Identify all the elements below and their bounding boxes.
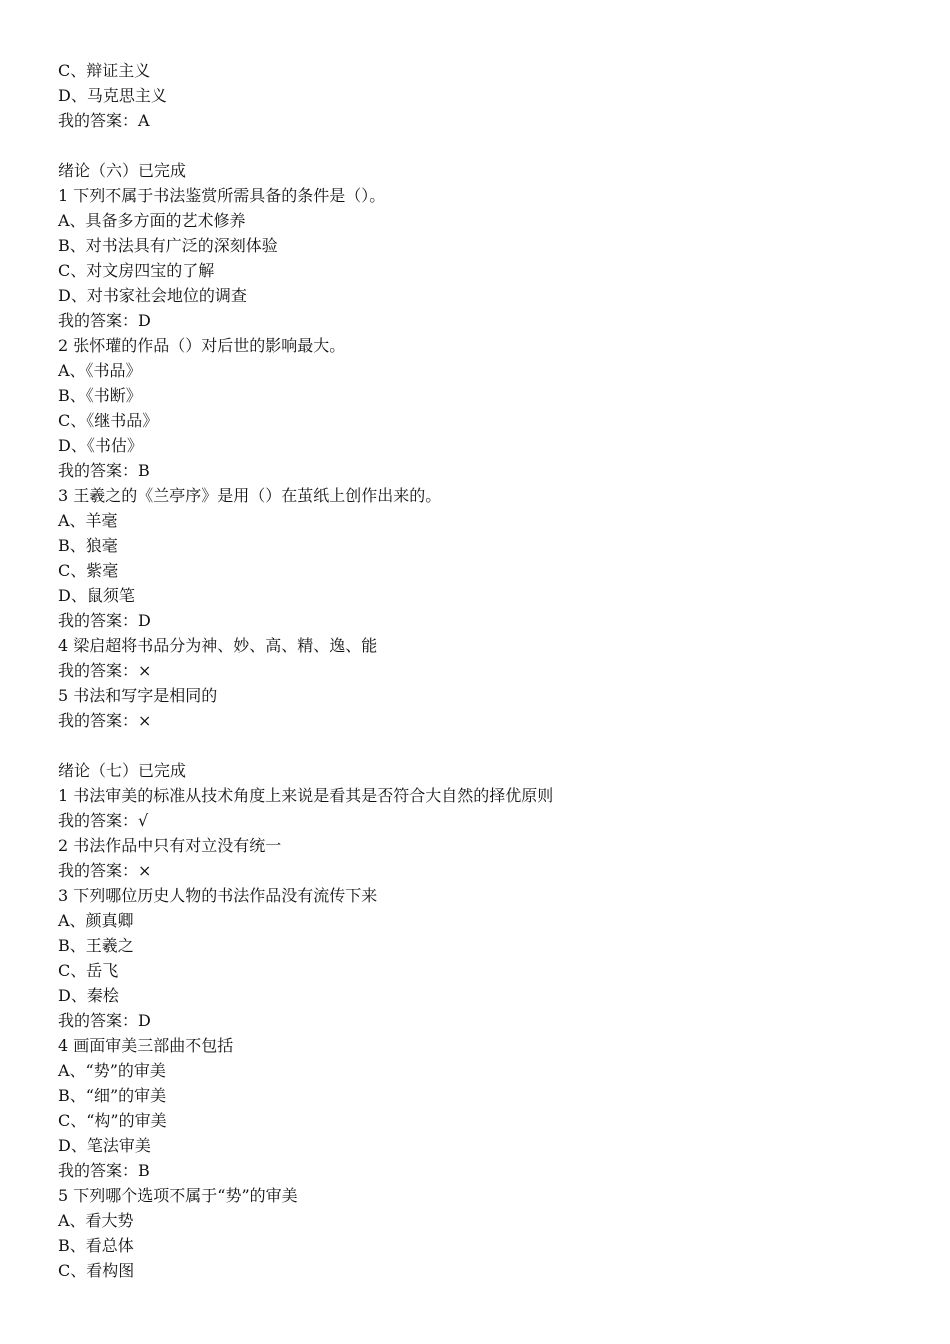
section-spacer bbox=[58, 733, 918, 758]
answer-line: 我的答案：A bbox=[58, 111, 150, 130]
option-line: B、对书法具有广泛的深刻体验 bbox=[58, 236, 278, 255]
option-line: D、《书估》 bbox=[58, 436, 143, 455]
question-stem: 1 下列不属于书法鉴赏所需具备的条件是（）。 bbox=[58, 186, 386, 205]
question-stem: 1 书法审美的标准从技术角度上来说是看其是否符合大自然的择优原则 bbox=[58, 786, 554, 805]
option-line: A、看大势 bbox=[58, 1211, 134, 1230]
option-line: D、笔法审美 bbox=[58, 1136, 151, 1155]
question-stem: 3 下列哪位历史人物的书法作品没有流传下来 bbox=[58, 886, 378, 905]
option-line: D、马克思主义 bbox=[58, 86, 167, 105]
section-heading: 绪论（六）已完成 bbox=[58, 161, 187, 180]
option-line: A、《书品》 bbox=[58, 361, 142, 380]
question-stem: 4 画面审美三部曲不包括 bbox=[58, 1036, 234, 1055]
option-line: B、“细”的审美 bbox=[58, 1086, 167, 1105]
question-stem: 5 下列哪个选项不属于“势”的审美 bbox=[58, 1186, 298, 1205]
option-line: B、看总体 bbox=[58, 1236, 134, 1255]
answer-line: 我的答案：D bbox=[58, 611, 151, 630]
option-line: B、狼毫 bbox=[58, 536, 118, 555]
answer-line: 我的答案：B bbox=[58, 1161, 150, 1180]
option-line: A、具备多方面的艺术修养 bbox=[58, 211, 246, 230]
answer-line: 我的答案：D bbox=[58, 1011, 151, 1030]
option-line: C、对文房四宝的了解 bbox=[58, 261, 215, 280]
option-line: B、《书断》 bbox=[58, 386, 142, 405]
answer-line: 我的答案：× bbox=[58, 861, 152, 880]
option-line: A、颜真卿 bbox=[58, 911, 134, 930]
question-stem: 2 书法作品中只有对立没有统一 bbox=[58, 836, 282, 855]
option-line: A、羊毫 bbox=[58, 511, 118, 530]
option-line: C、“构”的审美 bbox=[58, 1111, 167, 1130]
answer-line: 我的答案：× bbox=[58, 661, 152, 680]
option-line: C、看构图 bbox=[58, 1261, 135, 1280]
option-line: D、秦桧 bbox=[58, 986, 119, 1005]
section-heading: 绪论（七）已完成 bbox=[58, 761, 187, 780]
question-stem: 5 书法和写字是相同的 bbox=[58, 686, 218, 705]
question-stem: 3 王羲之的《兰亭序》是用（）在茧纸上创作出来的。 bbox=[58, 486, 442, 505]
answer-line: 我的答案：D bbox=[58, 311, 151, 330]
answer-line: 我的答案：B bbox=[58, 461, 150, 480]
option-line: C、岳飞 bbox=[58, 961, 119, 980]
option-line: D、对书家社会地位的调查 bbox=[58, 286, 247, 305]
answer-line: 我的答案：× bbox=[58, 711, 152, 730]
answer-line: 我的答案：√ bbox=[58, 811, 149, 830]
option-line: B、王羲之 bbox=[58, 936, 134, 955]
question-stem: 2 张怀瓘的作品（）对后世的影响最大。 bbox=[58, 336, 346, 355]
section-spacer bbox=[58, 133, 918, 158]
option-line: D、鼠须笔 bbox=[58, 586, 135, 605]
option-line: C、紫毫 bbox=[58, 561, 119, 580]
option-line: A、“势”的审美 bbox=[58, 1061, 166, 1080]
option-line: C、《继书品》 bbox=[58, 411, 159, 430]
document-page bbox=[58, 58, 918, 1283]
option-line: C、辩证主义 bbox=[58, 61, 151, 80]
question-stem: 4 梁启超将书品分为神、妙、高、精、逸、能 bbox=[58, 636, 378, 655]
